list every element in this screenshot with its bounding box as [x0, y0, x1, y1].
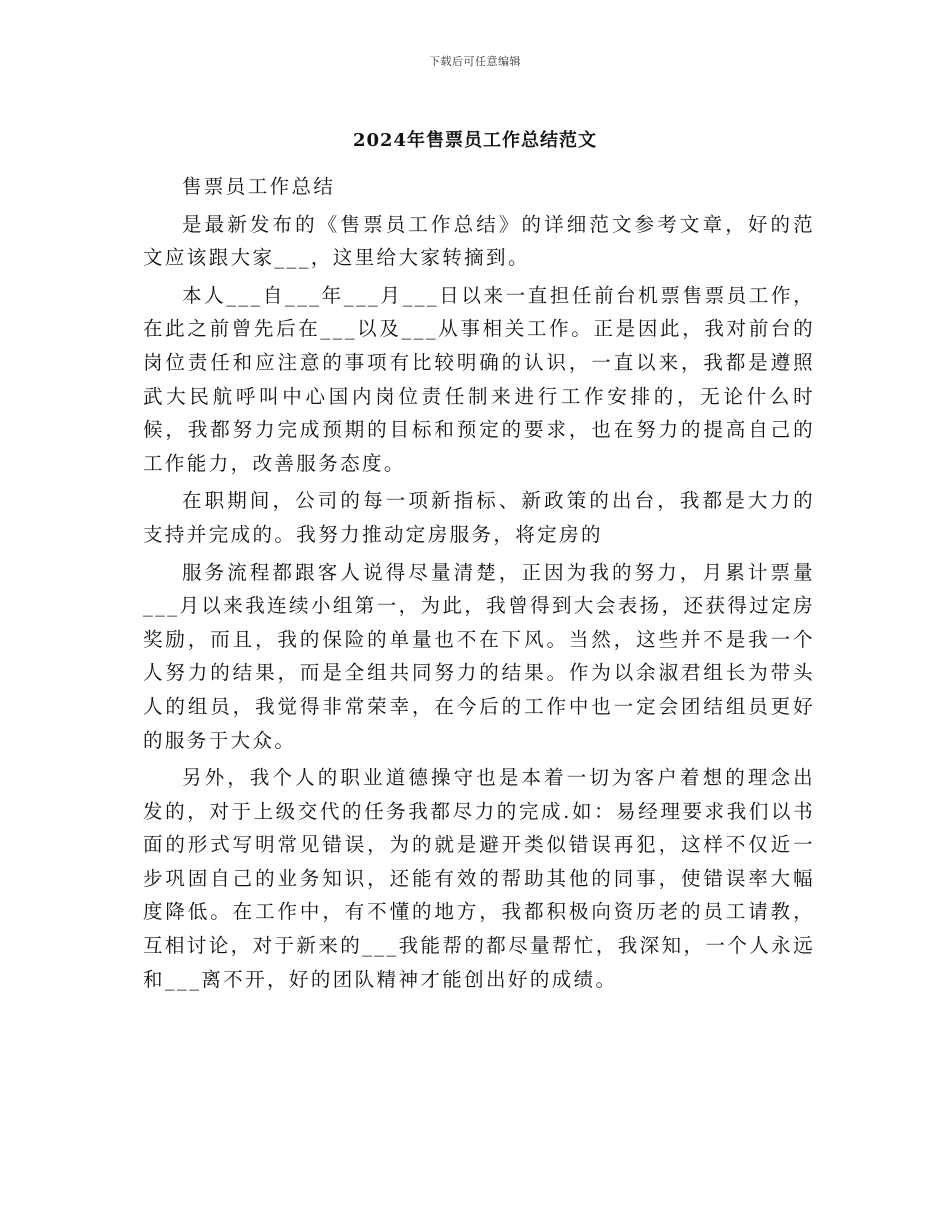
paragraph: 是最新发布的《售票员工作总结》的详细范文参考文章，好的范文应该跟大家___，这里给大家转摘到。	[143, 212, 815, 270]
paragraph: 另外，我个人的职业道德操守也是本着一切为客户着想的理念出发的，对于上级交代的任务我都尽力的完成.如：易经理要求我们以书面的形式写明常见错误，为的就是避开类似错误再犯，这样不仅近一步巩固自己的业务知识，还能有效的帮助其他的同事，使错误率大幅度降低。在工作中，有不懂的地方，我都积极向资历老的员工请教，互相讨论，对于新来的___我能帮的都尽量帮忙，我深知，一个人永远和___离不开，好的团队精神才能创出好的成绩。	[143, 766, 815, 991]
document-title: 2024年售票员工作总结范文	[352, 130, 598, 151]
paragraph: 售票员工作总结	[182, 175, 336, 198]
paragraph: 在职期间，公司的每一项新指标、新政策的出台，我都是大力的支持并完成的。我努力推动定房服务，将定房的	[143, 489, 815, 546]
paragraph: 服务流程都跟客人说得尽量清楚，正因为我的努力，月累计票量___月以来我连续小组第一，为此，我曾得到大会表扬，还获得过定房奖励，而且，我的保险的单量也不在下风。当然，这些并不是我一个人努力的结果，而是全组共同努力的结果。作为以余淑君组长为带头人的组员，我觉得非常荣幸，在今后的工作中也一定会团结组员更好的服务于大众。	[143, 560, 815, 752]
header-note: 下载后可任意编辑	[429, 55, 521, 68]
paragraph: 本人___自___年___月___日以来一直担任前台机票售票员工作，在此之前曾先后在___以及___从事相关工作。正是因此，我对前台的岗位责任和应注意的事项有比较明确的认识，一直以来，我都是遵照武大民航呼叫中心国内岗位责任制来进行工作安排的，无论什么时候，我都努力完成预期的目标和预定的要求，也在努力的提高自己的工作能力，改善服务态度。	[143, 283, 815, 475]
document-body	[143, 170, 815, 1000]
